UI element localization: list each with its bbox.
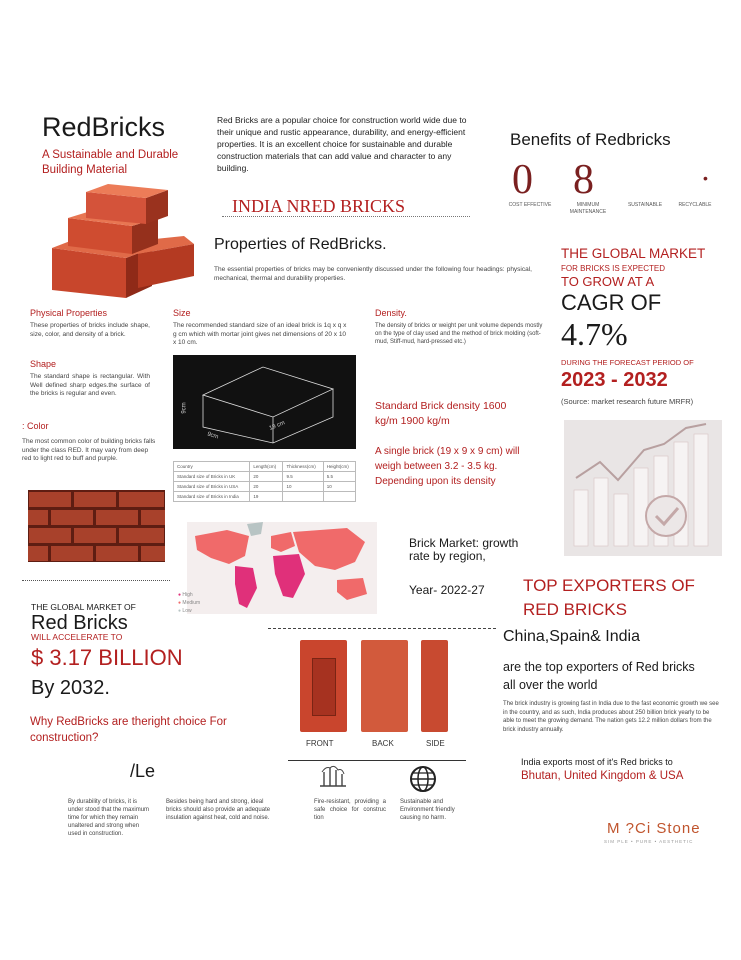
market-size-line-1: THE GLOBAL MARKET OF xyxy=(31,602,136,612)
table-header-cell: Thickness(cm) xyxy=(283,462,323,472)
legend-label: Medium xyxy=(182,600,201,606)
table-row xyxy=(174,482,356,492)
why-point-insulation: Besides being hard and strong, ideal bricks should also provide an adequate insulation against heat, cold and noise. xyxy=(166,799,271,821)
legend-high xyxy=(178,591,200,599)
density-heading: Density. xyxy=(375,308,407,318)
map-title: Brick Market: growth rate by region, xyxy=(409,536,519,563)
size-heading: Size xyxy=(173,308,191,318)
table-row xyxy=(174,492,356,502)
legend-medium xyxy=(178,599,200,607)
market-size-year: By 2032. xyxy=(31,677,110,699)
legend-bullet-icon: ● xyxy=(178,608,182,614)
table-cell: 19 xyxy=(250,492,283,502)
table-cell xyxy=(323,492,355,502)
view-label-front: FRONT xyxy=(306,739,334,748)
shape-heading: Shape xyxy=(30,359,57,369)
dim-height-label: 9cm xyxy=(181,402,188,414)
india-banner: INDIA NRED BRICKS xyxy=(232,196,406,216)
table-row xyxy=(174,472,356,482)
table-cell: 9.5 xyxy=(283,472,323,482)
why-fragment: /Le xyxy=(130,761,156,781)
table-header-row xyxy=(174,462,356,472)
table-header-cell: Length(cm) xyxy=(250,462,283,472)
color-text: The most common color of building bricks falls under the class RED. It may vary from deep red to light red to buff and purple. xyxy=(22,438,156,462)
table-cell: 10 xyxy=(323,482,355,492)
exporters-title: TOP EXPORTERS OF RED BRICKS xyxy=(523,576,695,619)
why-point-durability: By durability of bricks, it is under stood that the maximum time for which they remain unaltered and strong when used in construction. xyxy=(68,799,150,837)
period-label: DURING THE FORECAST PERIOD OF xyxy=(561,358,694,367)
legend-bullet-icon: ● xyxy=(178,592,182,598)
brick-stack-image xyxy=(34,178,206,308)
brick-frog-recess xyxy=(312,658,336,716)
why-question: Why RedBricks are theright choice For construction? xyxy=(30,716,227,744)
brand-tagline: SIM PLE • PURE • AESTHETIC xyxy=(604,839,694,844)
benefit-label-maintenance: MINIMUM MAINTENANCE xyxy=(569,202,607,215)
table-header-cell: Height(cm) xyxy=(323,462,355,472)
benefit-glyph-maintenance: 8 xyxy=(573,157,594,203)
dim-length-label: 19 cm xyxy=(268,420,286,432)
exports-label: India exports most of it's Red bricks to xyxy=(521,757,673,767)
globe-icon xyxy=(408,764,438,794)
brick-wall-image xyxy=(28,490,165,562)
exporters-countries: China,Spain& India xyxy=(503,628,640,645)
benefit-glyph-recyclable: • xyxy=(703,170,708,186)
brick-wireframe xyxy=(173,355,356,449)
view-label-back: BACK xyxy=(372,739,394,748)
banner-dotted-line xyxy=(222,216,470,217)
density-standard: Standard Brick density 1600 kg/m 1900 kg/m xyxy=(375,400,507,427)
brick-front-view xyxy=(300,640,347,732)
properties-intro: The essential properties of bricks may be conveniently discussed under the following four headings: physical, mechanical, thermal and durability properties. xyxy=(214,266,532,282)
density-text: The density of bricks or weight per unit volume depends mostly on the type of clay used and the method of brick molding (soft-mud, Stiff-mud, hard-pressed etc.) xyxy=(375,323,543,345)
table-cell: Standard size of Bricks in India xyxy=(174,492,250,502)
dashed-divider xyxy=(268,628,496,629)
table-cell: Standard size of Bricks in USA xyxy=(174,482,250,492)
page-subtitle: A Sustainable and Durable Building Material xyxy=(42,149,179,176)
map-year: Year- 2022-27 xyxy=(409,583,485,597)
export-destinations: Bhutan, United Kingdom & USA xyxy=(521,770,684,782)
exporters-subtitle: are the top exporters of Red bricks all over the world xyxy=(503,660,695,692)
cagr-label: CAGR OF xyxy=(561,290,662,315)
legend-bullet-icon: ● xyxy=(178,600,182,606)
brick-side-view xyxy=(421,640,448,732)
cagr-value: 4.7% xyxy=(561,316,628,352)
physical-heading: Physical Properties xyxy=(30,308,108,318)
market-line-2: FOR BRICKS IS EXPECTED xyxy=(561,264,666,273)
section-divider xyxy=(22,580,170,581)
legend-label: Low xyxy=(182,608,192,614)
benefit-label-sustainable: SUSTAINABLE xyxy=(627,202,663,208)
forecast-period: 2023 - 2032 xyxy=(561,369,668,391)
legend-low xyxy=(178,607,200,615)
size-text: The recommended standard size of an ideal brick is 1q x q x g cm which with mortar joint gives net dimensions of 20 x 10 x 10 cm. xyxy=(173,322,347,346)
table-cell: 20 xyxy=(250,472,283,482)
benefits-title: Benefits of Redbricks xyxy=(510,130,671,149)
brick-back-view xyxy=(361,640,408,732)
table-cell: Standard size of Bricks in UK xyxy=(174,472,250,482)
size-table xyxy=(173,461,356,502)
world-map xyxy=(187,522,377,614)
table-cell xyxy=(283,492,323,502)
why-point-fire: Fire-resistant, providing a safe choice for construc tion xyxy=(314,799,386,821)
section-divider xyxy=(288,760,466,761)
intro-text: Red Bricks are a popular choice for construction world wide due to their unique and rustic appearance, durability, and energy-efficient properties. It is an excellent choice for sustainable and durable construction materials that can add value and character to any building. xyxy=(217,115,467,173)
benefit-label-recyclable: RECYCLABLE xyxy=(678,202,712,208)
table-header-cell: Country xyxy=(174,462,250,472)
color-heading: : Color xyxy=(22,421,49,431)
market-source: (Source: market research future MRFR) xyxy=(561,397,694,406)
properties-title: Properties of RedBricks. xyxy=(214,236,387,253)
physical-text: These properties of bricks include shape, size, color, and density of a brick. xyxy=(30,322,150,338)
map-legend xyxy=(178,591,200,615)
table-cell: 20 xyxy=(250,482,283,492)
benefit-label-cost: COST EFFECTIVE xyxy=(508,202,552,208)
shape-text: The standard shape is rectangular. With Well defined sharp edges.the surface of the bricks is regular and even. xyxy=(30,373,150,397)
benefit-glyph-cost: 0 xyxy=(512,157,533,203)
table-cell: 10 xyxy=(283,482,323,492)
exporters-text: The brick industry is growing fast in India due to the fast economic growth we see in the country, and as such, India produces about 250 billion brick yearly to be able to meet the growing demand. The nation gets 12.2 million dollars from the brick industry annually. xyxy=(503,701,719,733)
dim-width-label: 9cm xyxy=(206,431,219,441)
page-title: RedBricks xyxy=(42,112,166,142)
market-size-name: Red Bricks xyxy=(31,612,128,634)
table-cell: 5.5 xyxy=(323,472,355,482)
brick-dimension-diagram xyxy=(173,355,356,449)
growth-chart-icon xyxy=(564,420,722,556)
why-point-sustainable: Sustainable and Environment friendly causing no harm. xyxy=(400,799,455,821)
legend-label: High xyxy=(182,592,193,598)
market-size-line-2: WILL ACCELERATE TO xyxy=(31,632,123,642)
view-label-side: SIDE xyxy=(426,739,445,748)
market-size-value: $ 3.17 BILLION xyxy=(31,645,183,670)
market-line-3: TO GROW AT A xyxy=(561,274,655,289)
fire-resistant-icon xyxy=(316,764,350,790)
density-single-brick: A single brick (19 x 9 x 9 cm) will weigh between 3.2 - 3.5 kg. Depending upon its density xyxy=(375,446,520,487)
market-line-1: THE GLOBAL MARKET xyxy=(561,246,706,261)
brand-logo: M ?Ci Stone xyxy=(607,820,701,837)
